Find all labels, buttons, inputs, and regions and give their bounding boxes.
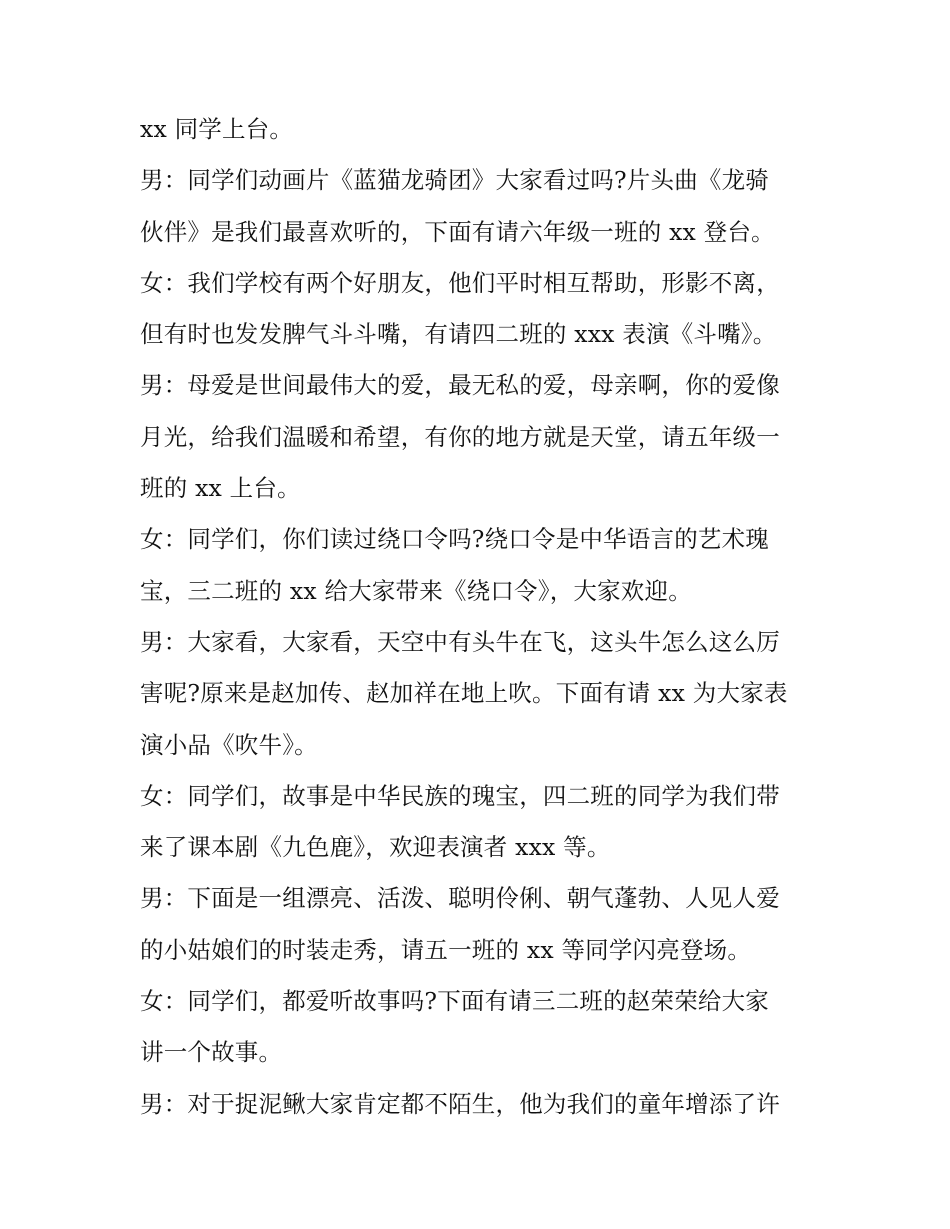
text-line: 男：下面是一组漂亮、活泼、聪明伶俐、朝气蓬勃、人见人爱 (140, 884, 780, 913)
document-body (140, 104, 820, 1130)
text-line: xx 同学上台。 (140, 115, 294, 143)
text-line: 男：母爱是世间最伟大的爱，最无私的爱，母亲啊，你的爱像 (140, 371, 780, 400)
text-line: 男：对于捉泥鳅大家肯定都不陌生，他为我们的童年增添了许 (140, 1089, 780, 1118)
text-line: 演小品《吹牛》。 (140, 730, 318, 759)
text-line: 班的 xx 上台。 (140, 474, 301, 503)
text-line: 害呢?原来是赵加传、赵加祥在地上吹。下面有请 xx 为大家表 (140, 679, 788, 708)
text-line: 男：大家看，大家看，天空中有头牛在飞，这头牛怎么这么厉 (140, 627, 780, 656)
text-line: 的小姑娘们的时装走秀，请五一班的 xx 等同学闪亮登场。 (140, 935, 752, 964)
text-line: 伙伴》是我们最喜欢听的，下面有请六年级一班的 xx 登台。 (140, 217, 775, 246)
text-line: 女：同学们，故事是中华民族的瑰宝，四二班的同学为我们带 (140, 781, 780, 810)
text-line: 男：同学们动画片《蓝猫龙骑团》大家看过吗?片头曲《龙骑 (140, 166, 769, 195)
text-line: 女：我们学校有两个好朋友，他们平时相互帮助，形影不离， (140, 268, 780, 297)
text-line: 月光，给我们温暖和希望，有你的地方就是天堂，请五年级一 (140, 422, 780, 451)
text-line: 但有时也发发脾气斗斗嘴，有请四二班的 xxx 表演《斗嘴》。 (140, 320, 777, 349)
text-line: 宝，三二班的 xx 给大家带来《绕口令》，大家欢迎。 (140, 576, 692, 605)
text-line: 讲一个故事。 (140, 1038, 283, 1067)
text-line: 女：同学们，你们读过绕口令吗?绕口令是中华语言的艺术瑰 (140, 525, 769, 554)
text-line: 来了课本剧《九色鹿》，欢迎表演者 xxx 等。 (140, 833, 611, 862)
text-line: 女：同学们，都爱听故事吗?下面有请三二班的赵荣荣给大家 (140, 987, 769, 1016)
